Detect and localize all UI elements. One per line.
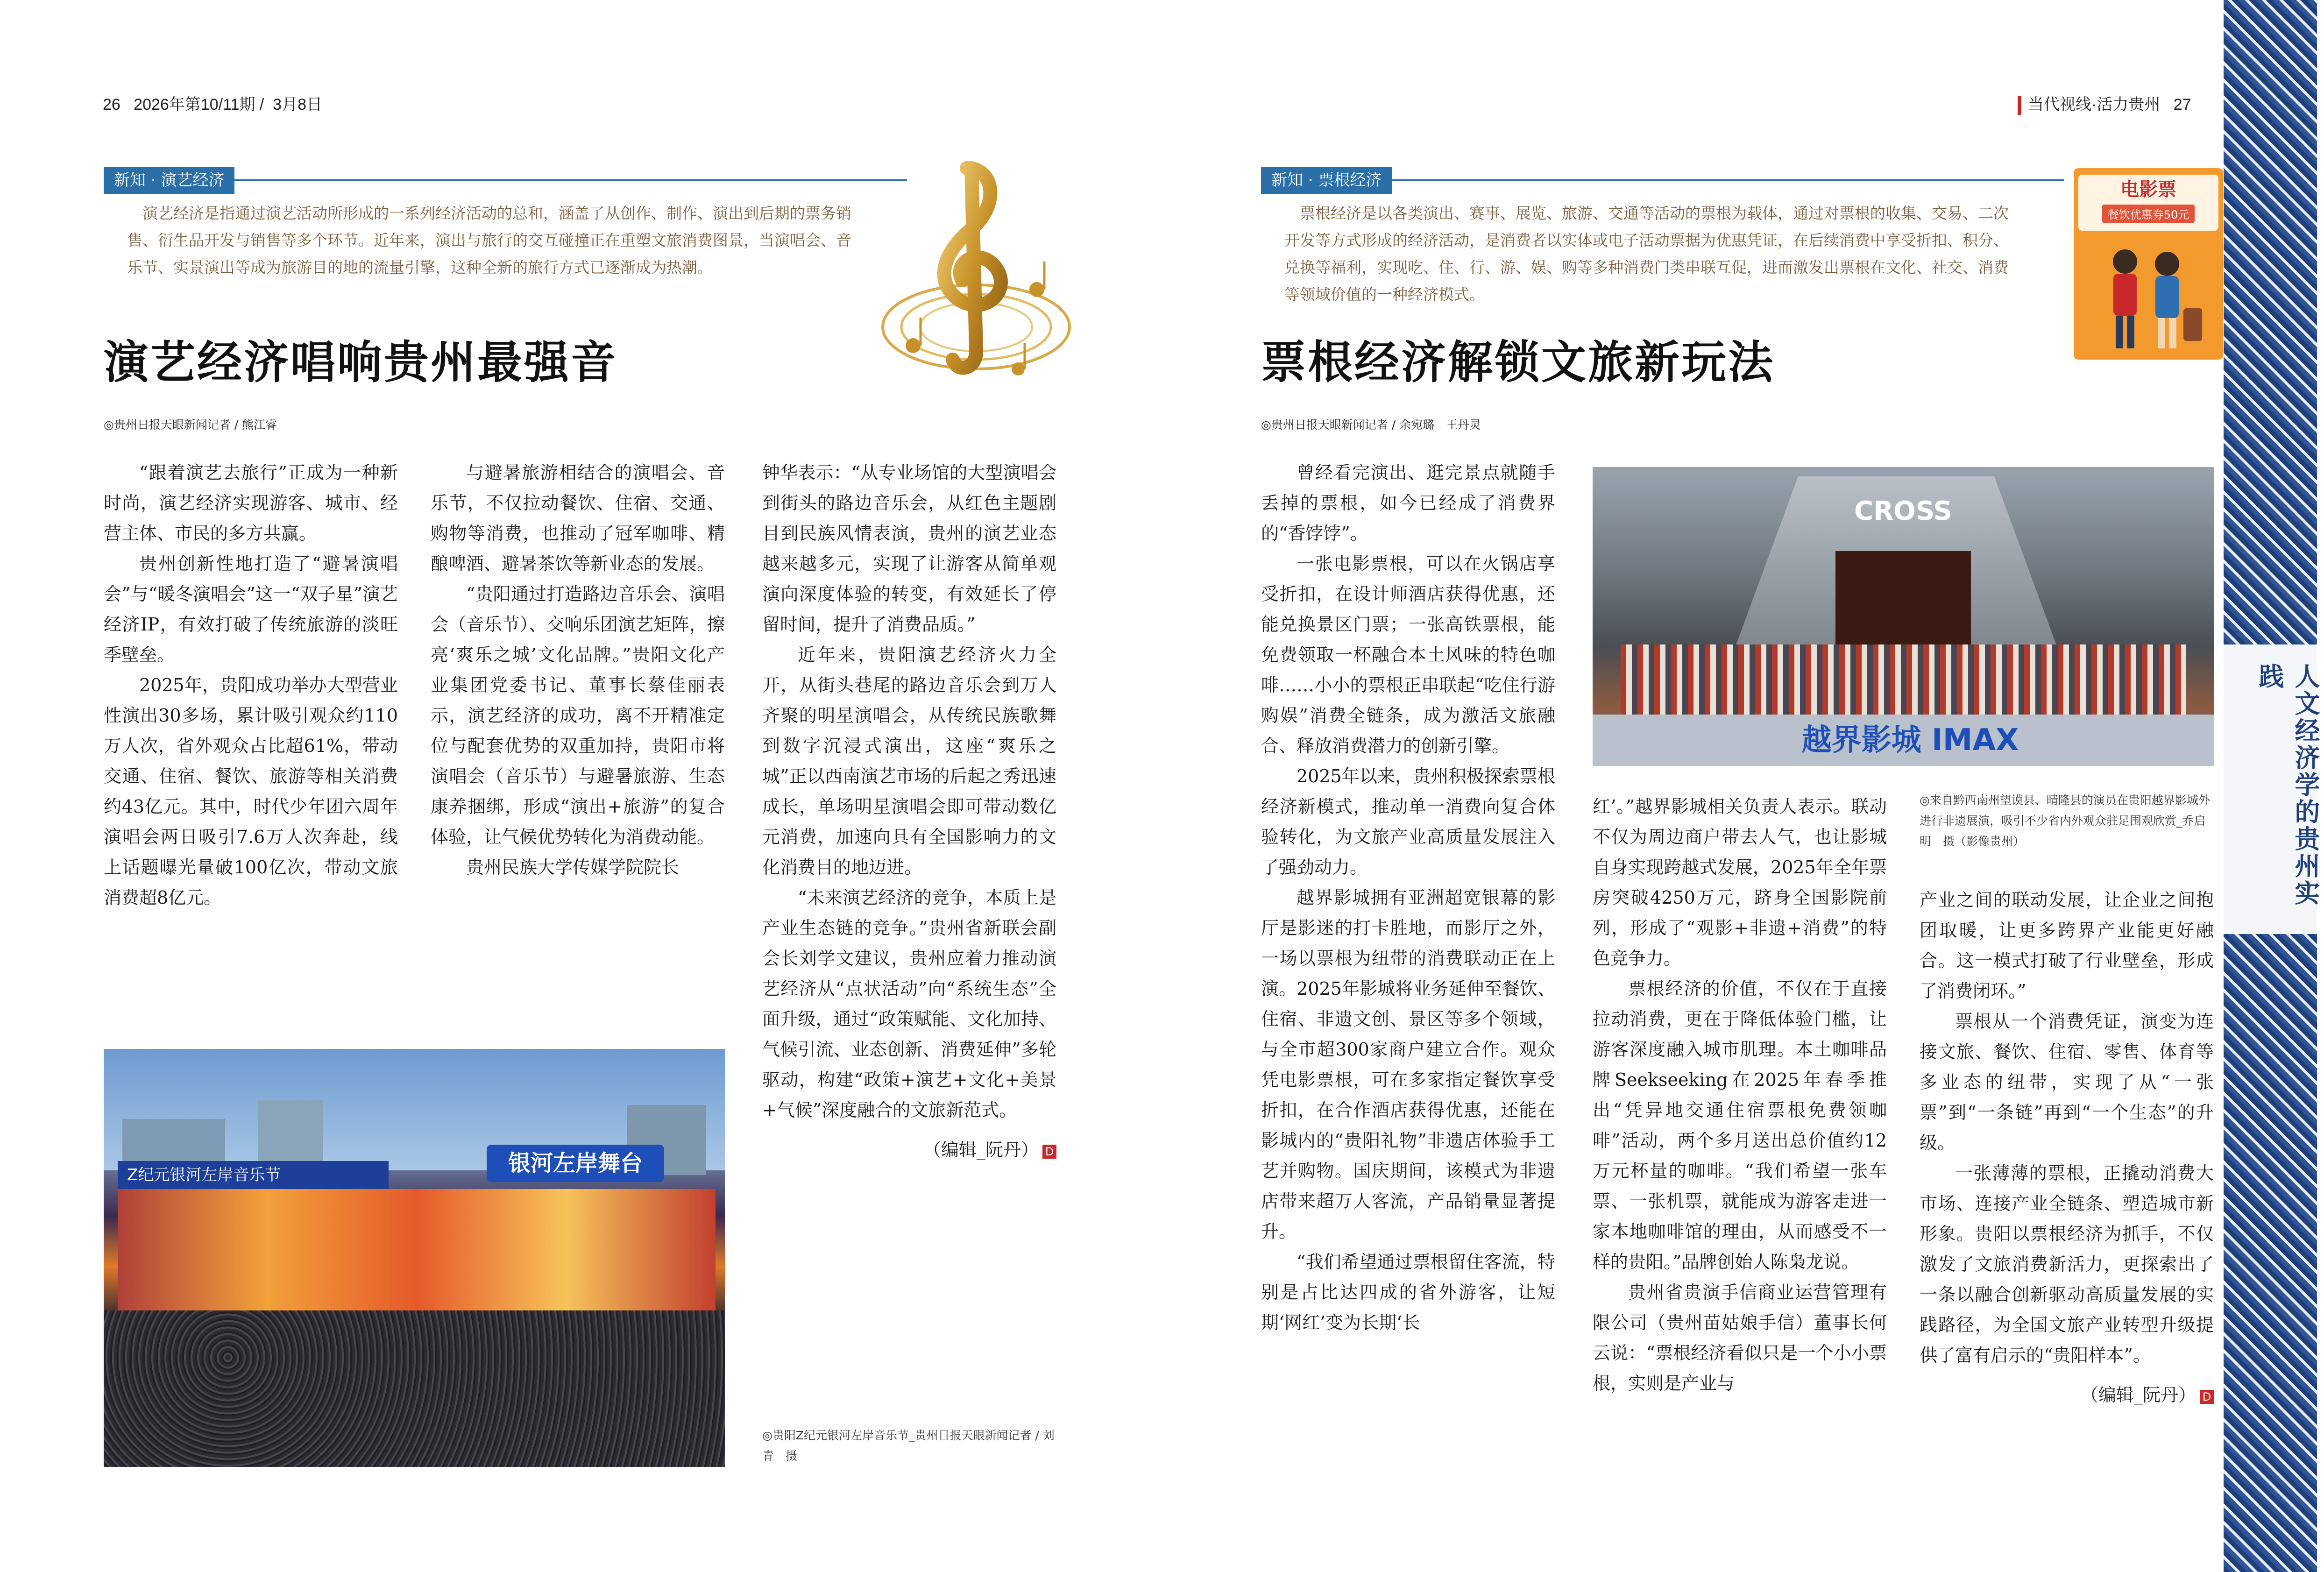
paragraph: 曾经看完演出、逛完景点就随手丢掉的票根，如今已经成了消费界的“香饽饽”。 (1261, 462, 1555, 544)
paragraph: “未来演艺经济的竞争，本质上是产业生态链的竞争。”贵州省新联会副会长刘学文建议，贵州应着力推动演艺经济从“点状活动”向“系统生态”全面升级，通过“政策赋能、文化加持、气候引流、业态创新、消费延伸”多轮驱动，构建“政策+演艺+文化+美景+气候”深度融合的文旅新范式。 (762, 887, 1056, 1120)
ticket-title: 电影票 (2120, 179, 2176, 200)
photo-caption: ◎贵阳Z纪元银河左岸音乐节_贵州日报天眼新闻记者 / 刘青 摄 (762, 1429, 1055, 1463)
section-tag: 新知 · 演艺经济 (104, 167, 234, 194)
byline: ◎贵州日报天眼新闻记者 / 熊江睿 (104, 418, 277, 432)
headline: 演艺经济唱响贵州最强音 (104, 336, 617, 389)
issue-label: 2026年第10/11期 (134, 96, 255, 113)
page-number: 26 (103, 96, 120, 113)
end-mark-icon: D (1042, 1145, 1056, 1159)
paragraph: 票根从一个消费凭证，演变为连接文旅、餐饮、住宿、零售、体育等多业态的纽带，实现了从“一张票”到“一条链”再到“一个生态”的升级。 (1920, 1011, 2214, 1153)
section-tag: 新知 · 票根经济 (1261, 167, 1392, 194)
screen-banner: Z纪元银河左岸音乐节 (118, 1161, 389, 1189)
paragraph: “跟着演艺去旅行”正成为一种新时尚，演艺经济实现游客、城市、经营主体、市民的多方共赢。 (104, 462, 398, 544)
paragraph: 票根经济的价值，不仅在于直接拉动消费，更在于降低体验门槛，让游客深度融入城市肌理。本土咖啡品牌Seekseeking在2025年春季推出“凭异地交通住宿票根免费领咖啡”活动，两个多月送出总价值约12万元杯量的咖啡。“我们希望一张车票、一张机票，就能成为游客走进一家本地咖啡馆的理由，从而感受不一样的贵阳。”品牌创始人陈枭龙说。 (1593, 978, 1887, 1272)
paragraph: 一张薄薄的票根，正撬动消费大市场、连接产业全链条、塑造城市新形象。贵阳以票根经济为抓手，不仅激发了文旅消费新活力，更探索出了一条以融合创新驱动高质量发展的实践路径，为全国文旅产业转型升级提供了富有启示的“贵阳样本”。 (1920, 1163, 2214, 1366)
paragraph: 贵州民族大学传媒学院院长 (466, 857, 680, 878)
photo-caption: ◎来自黔西南州望谟县、晴隆县的演员在贵阳越界影城外进行非遗展演，吸引不少省内外观众驻足围观欣赏_乔启明 摄（影像贵州） (1920, 793, 2210, 848)
travelers-icon (2088, 243, 2209, 355)
article-column-2 (431, 458, 725, 883)
paragraph: 钟华表示：“从专业场馆的大型演唱会到街头的路边音乐会，从红色主题剧目到民族风情表演，贵州的演艺业态越来越多元，实现了让游客从简单观演向深度体验的转变，有效延长了停留时间，提升了消费品质。” (762, 462, 1056, 635)
article-column-1 (104, 458, 398, 913)
issue-date: 3月8日 (273, 96, 322, 113)
paragraph: 近年来，贵阳演艺经济火力全开，从街头巷尾的路边音乐会到万人齐聚的明星演唱会，从传统民族歌舞到数字沉浸式演出，这座“爽乐之城”正以西南演艺市场的后起之秀迅速成长，单场明星演唱会即可带动数亿元消费，加速向具有全国影响力的文化消费目的地迈进。 (762, 644, 1056, 878)
paragraph: 红’。”越界影城相关负责人表示。联动不仅为周边商户带去人气，也让影城自身实现跨越式发展，2025年全年票房突破4250万元，跻身全国影院前列，形成了“观影+非遗+消费”的特色竞争力。 (1593, 796, 1887, 969)
cinema-sign: 越界影城 IMAX (1801, 723, 2019, 758)
ticket-illustration (2074, 168, 2223, 360)
paragraph: 贵州创新性地打造了“避暑演唱会”与“暖冬演唱会”这一“双子星”演艺经济IP，有效打破了传统旅游的淡旺季壁垒。 (104, 553, 398, 665)
paragraph: 一张电影票根，可以在火锅店享受折扣，在设计师酒店获得优惠，还能兑换景区门票；一张高铁票根，能免费领取一杯融合本土风味的特色咖啡……小小的票根正串联起“吃住行游购娱”消费全链条，成为激活文旅融合、释放消费潜力的创新引擎。 (1261, 553, 1555, 756)
concert-photo (104, 1049, 725, 1467)
paragraph: 2025年，贵阳成功举办大型营业性演出30多场，累计吸引观众约110万人次，省外观众占比超61%，带动交通、住宿、餐饮、旅游等相关消费约43亿元。其中，时代少年团六周年演唱会两日吸引7.6万人次奔赴，线上话题曝光量破100亿次，带动文旅消费超8亿元。 (104, 675, 398, 908)
byline: ◎贵州日报天眼新闻记者 / 余宛璐 王丹灵 (1261, 418, 1481, 432)
paragraph: 与避暑旅游相结合的演唱会、音乐节，不仅拉动餐饮、住宿、交通、购物等消费，也推动了冠军咖啡、精酿啤酒、避暑茶饮等新业态的发展。 (431, 462, 725, 574)
stage-sign: 银河左岸舞台 (487, 1145, 664, 1182)
paragraph: 越界影城拥有亚洲超宽银幕的影厅是影迷的打卡胜地，而影厅之外，一场以票根为纽带的消费联动正在上演。2025年影城将业务延伸至餐饮、住宿、非遗文创、景区等多个领域，与全市超300家商户建立合作。观众凭电影票根，可在多家指定餐饮享受折扣，在合作酒店获得优惠，还能在影城内的“贵阳礼物”非遗店体验手工艺并购物。国庆期间，该模式为非遗店带来超万人客流，产品销量显著提升。 (1261, 887, 1555, 1242)
ticket-coupon: 餐饮优惠券50元 (2102, 205, 2195, 223)
section-name: 当代视线·活力贵州 (2028, 96, 2161, 113)
article-column-3 (1920, 885, 2214, 1410)
section-marker (2018, 96, 2021, 115)
paragraph: 2025年以来，贵州积极探索票根经济新模式，推动单一消费向复合体验转化，为文旅产业高质量发展注入了强劲动力。 (1261, 766, 1555, 878)
left-folio: 26 2026年第10/11期 / 3月8日 (103, 96, 322, 113)
cinema-photo (1593, 467, 2214, 766)
editor-name: （编辑_阮丹） (2080, 1385, 2196, 1405)
editor-name: （编辑_阮丹） (923, 1140, 1039, 1160)
building-sign: CROSS (1854, 496, 1952, 526)
editor-credit (762, 1135, 1056, 1165)
paragraph: “我们希望通过票根留住客流，特别是占比达四成的省外游客，让短期‘网红’变为长期‘长 (1261, 1252, 1555, 1333)
headline: 票根经济解锁文旅新玩法 (1261, 336, 1775, 389)
paragraph: 贵州省贵演手信商业运营管理有限公司（贵州苗姑娘手信）董事长何云说：“票根经济看似只是一个小小票根，实则是产业与 (1593, 1282, 1887, 1394)
intro-text: 票根经济是以各类演出、赛事、展览、旅游、交通等活动的票根为载体，通过对票根的收集、交易、二次开发等方式形成的经济活动，是消费者以实体或电子活动票据为优惠凭证，在后续消费中享受折扣、积分、兑换等福利，实现吃、住、行、游、娱、购等多种消费门类串联互促，进而激发出票根在文化、社交、消费等领域价值的一种经济模式。 (1284, 204, 2009, 304)
editor-credit (1920, 1380, 2214, 1410)
paragraph: 产业之间的联动发展，让企业之间抱团取暖，让更多跨界产业能更好融合。这一模式打破了行业壁垒，形成了消费闭环。” (1920, 890, 2214, 1001)
side-band-title: 人文经济学的贵州实践 (2255, 663, 2321, 907)
intro-text: 演艺经济是指通过演艺活动所形成的一系列经济活动的总和，涵盖了从创作、制作、演出到后期的票务销售、衍生品开发与销售等多个环节。近年来，演出与旅行的交互碰撞正在重塑文旅消费图景，当演唱会、音乐节、实景演出等成为旅游目的地的流量引擎，这种全新的旅行方式已逐渐成为热潮。 (127, 204, 851, 276)
paragraph: “贵阳通过打造路边音乐会、演唱会（音乐节）、交响乐团演艺矩阵，擦亮‘爽乐之城’文化品牌。”贵阳文化产业集团党委书记、董事长蔡佳丽表示，演艺经济的成功，离不开精准定位与配套优势的双重加持，贵阳市将演唱会（音乐节）与避暑旅游、生态康养捆绑，形成“演出+旅游”的复合体验，让气候优势转化为消费动能。 (431, 584, 725, 847)
end-mark-icon: D (2200, 1390, 2214, 1404)
right-folio (2018, 92, 2191, 115)
article-column-2 (1593, 792, 1887, 1399)
article-column-3 (762, 458, 1056, 1165)
treble-clef-icon (878, 149, 1074, 392)
page-number: 27 (2173, 96, 2191, 113)
article-column-1 (1261, 458, 1555, 1338)
